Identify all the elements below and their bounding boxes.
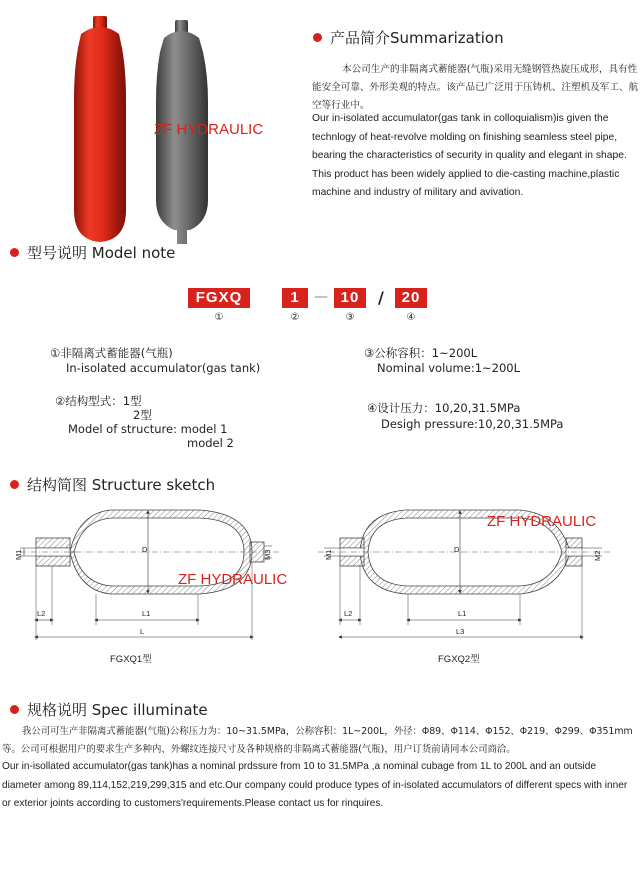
model-code-structure: 1 xyxy=(282,288,308,308)
caption-fgxq1: FGXQ1型 xyxy=(110,654,152,665)
structure-title-text: 结构简图 Structure sketch xyxy=(27,476,216,494)
spec-title-text: 规格说明 Spec illuminate xyxy=(27,701,208,719)
bullet-icon xyxy=(10,705,19,714)
note-4-cn: ④设计压力：10,20,31.5MPa xyxy=(367,401,521,415)
summary-cn-text: 本公司生产的非隔离式蓄能器(气瓶)采用无缝钢管热旋压成形，具有性能安全可靠、外形美观的特点。该产品已广泛用于压铸机、注塑机及军工、航空等行业中。 xyxy=(312,64,639,111)
red-tank-image xyxy=(74,16,126,242)
bullet-icon xyxy=(10,248,19,257)
summary-title xyxy=(313,27,504,48)
label-l3: L3 xyxy=(456,627,465,636)
note-3-cn: ③公称容积：1~200L xyxy=(364,346,478,360)
spec-title xyxy=(10,699,208,720)
summary-en-text: Our in-isolated accumulator(gas tank in colloquialism)is given the technlogy of heat-revolve molding on finishing seamless steel pipe, bearing the characteristics of security in quality and elegant in shape. This product has been widely applied to die-casting machine,plastic machine and industry of military and avivation. xyxy=(312,113,627,198)
spec-cn-text: 我公司可生产非隔离式蓄能器(气瓶)公称压力为：10~31.5MPa，公称容积：1L~200L，外径：Φ89、Φ114、Φ152、Φ219、Φ299、Φ351mm等。公司可根据用户的要求生产多种内、外螺纹连接尺寸及各种规格的非隔离式蓄能器(气瓶)，用户订货前请同本公司商洽。 xyxy=(2,726,633,755)
watermark-middle: ZF HYDRAULIC xyxy=(178,571,288,588)
fgxq2-sketch xyxy=(318,510,610,665)
watermark-right: ZF HYDRAULIC xyxy=(487,513,597,530)
watermark-top: ZF HYDRAULIC xyxy=(154,121,264,138)
structure-title xyxy=(10,474,215,495)
model-note-title xyxy=(10,242,175,263)
label-l1-left: L1 xyxy=(142,609,151,618)
spec-en-text: Our in-isollated accumulator(gas tank)has a nominal prdssure from 10 to 31.5MPa ,a nominal cubage from 1L to 200L and an outside diameter among 89,114,152,219,299,315 and etc.Our company could produce types of in-isolated accumulators of different specs with inner or exterior joints according to customers'requirements.Please contact us for rinquires. xyxy=(2,761,628,809)
note-4-en: Desigh pressure:10,20,31.5MPa xyxy=(381,417,564,431)
model-separator-slash: / xyxy=(378,288,384,307)
label-l: L xyxy=(140,627,145,636)
model-code-pressure: 20 xyxy=(395,288,427,308)
label-m1-right: M1 xyxy=(324,549,333,560)
note-1-cn: ①非隔离式蓄能器(气瓶) xyxy=(50,346,173,360)
caption-fgxq2: FGXQ2型 xyxy=(438,654,480,665)
label-d-right: D xyxy=(454,545,460,554)
label-l2-left: L2 xyxy=(37,609,46,618)
label-d-left: D xyxy=(142,545,148,554)
note-2-cn: ②结构型式：1型 xyxy=(55,394,142,408)
label-m1-left: M1 xyxy=(14,549,23,560)
model-num-4: ④ xyxy=(406,312,416,323)
model-separator-dash: — xyxy=(314,289,328,305)
label-m2: M2 xyxy=(593,550,602,561)
summary-title-text: 产品简介Summarization xyxy=(330,29,504,47)
label-m3: M3 xyxy=(263,549,272,560)
note-2-cn-2: 2型 xyxy=(133,408,152,422)
model-code-fgxq: FGXQ xyxy=(188,288,250,308)
model-code-volume: 10 xyxy=(334,288,366,308)
model-num-3: ③ xyxy=(345,312,355,323)
model-note-title-text: 型号说明 Model note xyxy=(27,244,176,262)
note-2-en: Model of structure: model 1 xyxy=(68,422,228,436)
label-l2-right: L2 xyxy=(344,609,353,618)
note-2-en-2: model 2 xyxy=(187,436,234,450)
model-num-1: ① xyxy=(214,312,224,323)
bullet-icon xyxy=(313,33,322,42)
label-l1-right: L1 xyxy=(458,609,467,618)
note-3-en: Nominal volume:1~200L xyxy=(377,361,521,375)
bullet-icon xyxy=(10,480,19,489)
model-num-2: ② xyxy=(290,312,300,323)
note-1-en: In-isolated accumulator(gas tank) xyxy=(66,361,261,375)
